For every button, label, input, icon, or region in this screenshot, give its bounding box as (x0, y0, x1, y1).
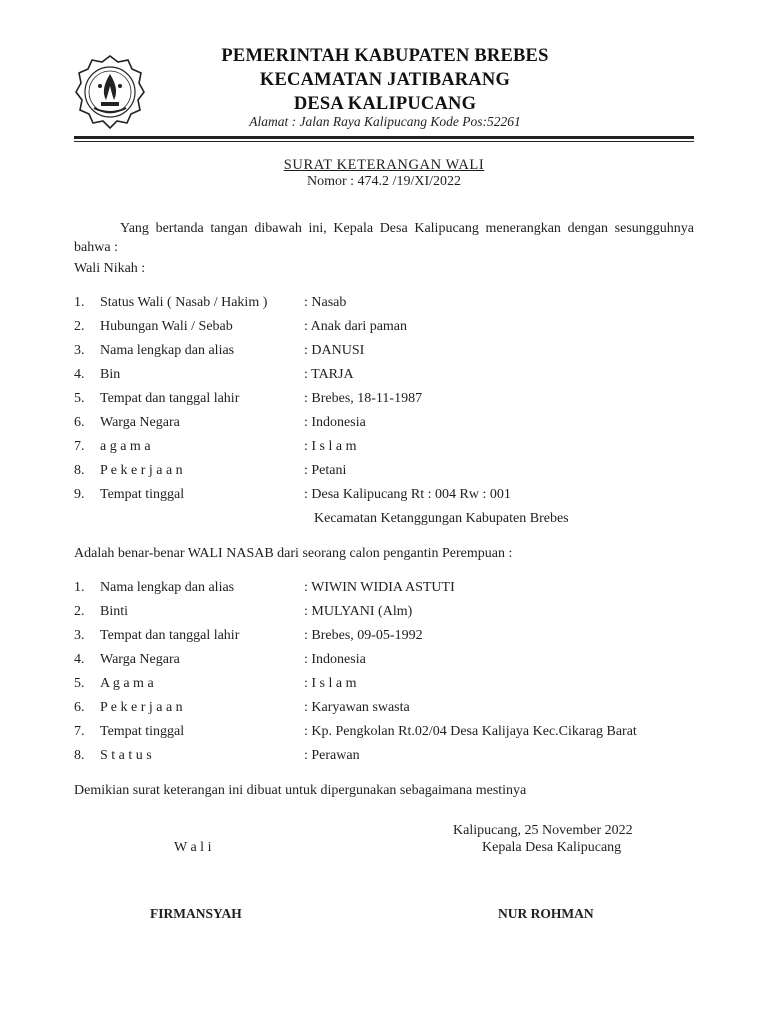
item-label: Tempat dan tanggal lahir (100, 628, 240, 643)
item-value: : I s l a m (304, 676, 357, 691)
item-value: : Anak dari paman (304, 319, 408, 334)
closing-statement: Demikian surat keterangan ini dibuat untuk dipergunakan sebagaimana mestinya (74, 783, 527, 798)
item-number: 1. (74, 580, 85, 595)
item-number: 3. (74, 628, 85, 643)
item-number: 1. (74, 295, 85, 310)
letterhead-village: DESA KALIPUCANG (293, 94, 477, 114)
item-number: 5. (74, 676, 85, 691)
letterhead-government: PEMERINTAH KABUPATEN BREBES (221, 46, 549, 66)
item-label: P e k e r j a a n (100, 700, 183, 715)
item-value: : MULYANI (Alm) (304, 604, 413, 619)
item-label: Warga Negara (100, 415, 180, 430)
item-value: : Brebes, 18-11-1987 (304, 391, 423, 406)
item-label: Bin (100, 367, 121, 382)
item-number: 4. (74, 652, 85, 667)
item-label: Warga Negara (100, 652, 180, 667)
letterhead-address: Alamat : Jalan Raya Kalipucang Kode Pos:52261 (249, 114, 521, 129)
item-label: Tempat dan tanggal lahir (100, 391, 240, 406)
wali-heading: Wali Nikah : (74, 261, 146, 276)
item-value: : I s l a m (304, 439, 357, 454)
left-signatory-role: W a l i (174, 840, 212, 855)
item-number: 2. (74, 319, 85, 334)
item-value: : Indonesia (304, 652, 366, 667)
item-label: P e k e r j a a n (100, 463, 183, 478)
right-signatory-role: Kepala Desa Kalipucang (482, 840, 622, 855)
item-label: Binti (100, 604, 129, 619)
item-number: 9. (74, 487, 85, 502)
document-title: SURAT KETERANGAN WALI (283, 157, 485, 173)
item-label: Nama lengkap dan alias (100, 343, 235, 358)
right-signatory-name: NUR ROHMAN (498, 906, 594, 921)
item-number: 3. (74, 343, 85, 358)
item-label: Hubungan Wali / Sebab (100, 319, 233, 334)
item-value: : Indonesia (304, 415, 366, 430)
item-label: Tempat tinggal (100, 724, 185, 739)
item-label: Nama lengkap dan alias (100, 580, 235, 595)
item-label: a g a m a (100, 439, 151, 454)
intro-text: Yang bertanda tangan dibawah ini, Kepala Desa Kalipucang menerangkan dengan sesungguhnya bahwa : (74, 221, 694, 255)
item-number: 6. (74, 700, 85, 715)
item-value: : Nasab (304, 295, 347, 310)
item-label: A g a m a (100, 676, 154, 691)
left-signatory-name: FIRMANSYAH (150, 906, 242, 921)
header-divider-thick (74, 136, 694, 139)
item-number: 6. (74, 415, 85, 430)
item-number: 8. (74, 748, 85, 763)
item-value: : Karyawan swasta (304, 700, 410, 715)
item-number: 5. (74, 391, 85, 406)
bride-heading: Adalah benar-benar WALI NASAB dari seorang calon pengantin Perempuan : (74, 546, 513, 561)
item-number: 8. (74, 463, 85, 478)
item-label: S t a t u s (100, 748, 152, 763)
item-number: 4. (74, 367, 85, 382)
header-divider-thin (74, 141, 694, 142)
item-value: : Brebes, 09-05-1992 (304, 628, 423, 643)
place-date: Kalipucang, 25 November 2022 (453, 823, 633, 838)
brebes-regency-seal-icon (74, 54, 146, 130)
letterhead-district: KECAMATAN JATIBARANG (259, 70, 511, 90)
item-label: Status Wali ( Nasab / Hakim ) (100, 295, 268, 310)
item-value: : WIWIN WIDIA ASTUTI (304, 580, 455, 595)
item-value: : Kp. Pengkolan Rt.02/04 Desa Kalijaya Kec.Cikarag Barat (304, 724, 637, 739)
item-value: : TARJA (304, 367, 354, 382)
item-number: 2. (74, 604, 85, 619)
item-label: Tempat tinggal (100, 487, 185, 502)
item-value: : Perawan (304, 748, 360, 763)
item-value: : Petani (304, 463, 347, 478)
intro-paragraph (74, 219, 694, 257)
item-value: : DANUSI (304, 343, 365, 358)
wali-address-continuation: Kecamatan Ketanggungan Kabupaten Brebes (314, 511, 569, 526)
item-value: : Desa Kalipucang Rt : 004 Rw : 001 (304, 487, 511, 502)
document-number: Nomor : 474.2 /19/XI/2022 (307, 174, 461, 189)
item-number: 7. (74, 724, 85, 739)
item-number: 7. (74, 439, 85, 454)
